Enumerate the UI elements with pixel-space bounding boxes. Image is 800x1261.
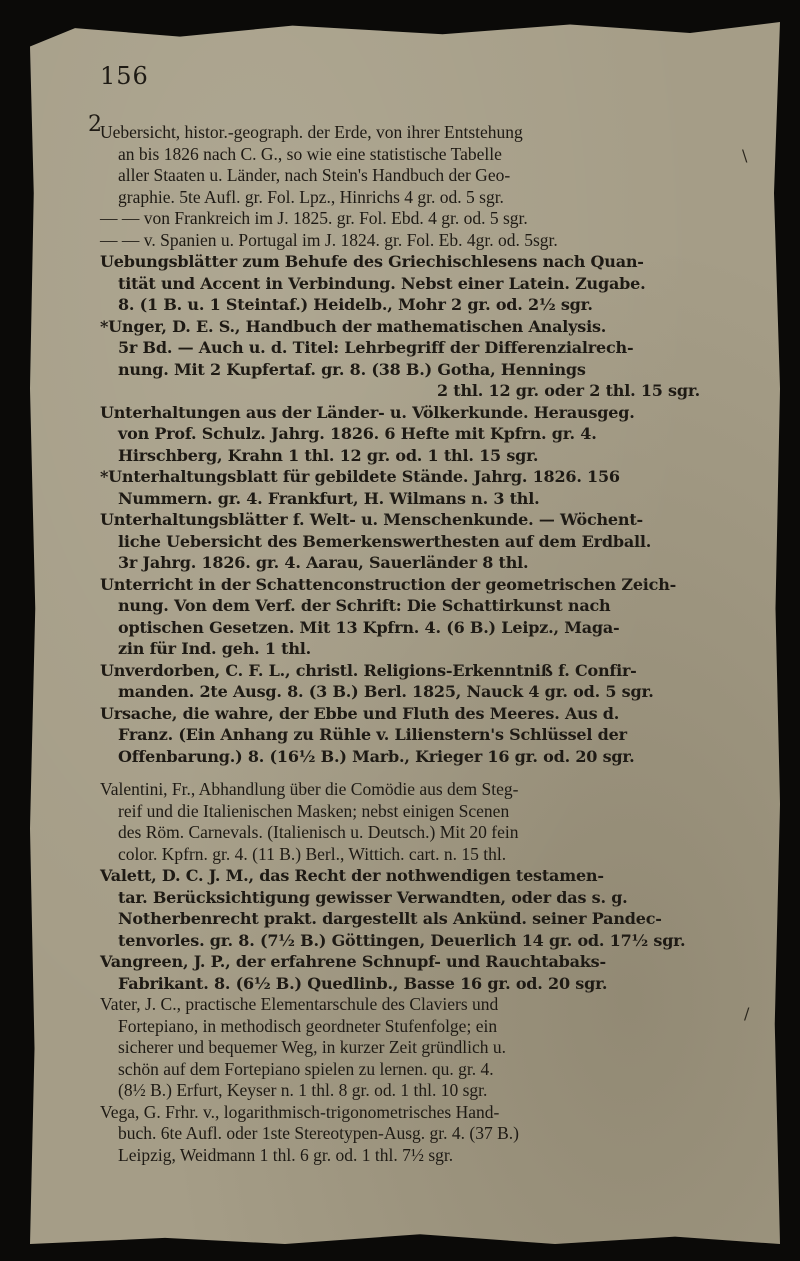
catalog-line: Notherbenrecht prakt. dargestellt als Ankünd. seiner Pandec- (118, 909, 662, 928)
page-number: 156 (100, 62, 149, 90)
catalog-line: Vater, J. C., practische Elementarschule des Claviers und (100, 994, 499, 1014)
catalog-line: Ursache, die wahre, der Ebbe und Fluth des Meeres. Aus d. (100, 703, 620, 723)
catalog-line: 2 thl. 12 gr. oder 2 thl. 15 sgr. (436, 381, 700, 400)
catalog-line: reif und die Italienischen Masken; nebst einigen Scenen (118, 800, 510, 821)
catalog-line: buch. 6te Aufl. oder 1ste Stereotypen-Ausg. gr. 4. (37 B.) (118, 1123, 519, 1143)
catalog-line: Hirschberg, Krahn 1 thl. 12 gr. od. 1 thl. 15 sgr. (118, 445, 539, 465)
catalog-line: optischen Gesetzen. Mit 13 Kpfrn. 4. (6 B.) Leipz., Maga- (118, 617, 620, 637)
catalog-line: Franz. (Ein Anhang zu Rühle v. Lilienstern's Schlüssel der (118, 725, 627, 744)
catalog-line: manden. 2te Ausg. 8. (3 B.) Berl. 1825, Nauck 4 gr. od. 5 sgr. (118, 682, 654, 701)
margin-pencil-mark: 2 (88, 112, 102, 137)
catalog-line: 3r Jahrg. 1826. gr. 4. Aarau, Sauerländer 8 thl. (118, 553, 529, 572)
catalog-line: Unterricht in der Schattenconstruction der geometrischen Zeich- (100, 574, 677, 594)
catalog-line: an bis 1826 nach C. G., so wie eine statistische Tabelle (118, 143, 502, 164)
catalog-line: 5r Bd. — Auch u. d. Titel: Lehrbegriff der Differenzialrech- (118, 338, 634, 357)
catalog-line: graphie. 5te Aufl. gr. Fol. Lpz., Hinrichs 4 gr. od. 5 sgr. (118, 186, 504, 207)
catalog-line: des Röm. Carnevals. (Italienisch u. Deutsch.) Mit 20 fein (118, 822, 519, 842)
catalog-line: 8. (1 B. u. 1 Steintaf.) Heidelb., Mohr 2 gr. od. 2½ sgr. (118, 295, 593, 314)
margin-tick-1: \ (742, 146, 748, 165)
catalog-line: Fabrikant. 8. (6½ B.) Quedlinb., Basse 16 gr. od. 20 sgr. (118, 973, 608, 993)
catalog-line: Uebungsblätter zum Behufe des Griechischlesens nach Quan- (100, 252, 644, 271)
catalog-line: tität und Accent in Verbindung. Nebst einer Latein. Zugabe. (118, 273, 646, 293)
catalog-line: Vega, G. Frhr. v., logarithmisch-trigonometrisches Hand- (100, 1101, 500, 1122)
catalog-line: *Unger, D. E. S., Handbuch der mathematischen Analysis. (100, 316, 607, 336)
catalog-line: nung. Von dem Verf. der Schrift: Die Schattirkunst nach (118, 596, 611, 615)
catalog-line: tar. Berücksichtigung gewisser Verwandten, oder das s. g. (118, 887, 628, 907)
catalog-line: color. Kpfrn. gr. 4. (11 B.) Berl., Wittich. cart. n. 15 thl. (118, 843, 507, 864)
catalog-line: Unterhaltungsblätter f. Welt- u. Menschenkunde. — Wöchent- (100, 510, 643, 529)
catalog-line: Valentini, Fr., Abhandlung über die Comödie aus dem Steg- (100, 779, 519, 799)
catalog-line: — — v. Spanien u. Portugal im J. 1824. gr. Fol. Eb. 4gr. od. 5sgr. (100, 229, 558, 250)
catalog-line: tenvorles. gr. 8. (7½ B.) Göttingen, Deuerlich 14 gr. od. 17½ sgr. (118, 930, 686, 950)
margin-tick-2: / (744, 1004, 750, 1023)
catalog-line: Leipzig, Weidmann 1 thl. 6 gr. od. 1 thl. 7½ sgr. (118, 1144, 454, 1165)
catalog-line: zin für Ind. geh. 1 thl. (118, 639, 312, 658)
catalog-line: Vangreen, J. P., der erfahrene Schnupf- und Rauchtabaks- (100, 952, 606, 971)
catalog-line: *Unterhaltungsblatt für gebildete Stände. Jahrg. 1826. 156 (100, 467, 620, 486)
catalog-line: (8½ B.) Erfurt, Keyser n. 1 thl. 8 gr. od. 1 thl. 10 sgr. (118, 1080, 488, 1100)
catalog-line: Unterhaltungen aus der Länder- u. Völkerkunde. Herausgeg. (100, 402, 635, 422)
catalog-line: Uebersicht, histor.-geograph. der Erde, von ihrer Entstehung (100, 122, 523, 142)
catalog-line: Unverdorben, C. F. L., christl. Religions-Erkenntniß f. Confir- (100, 660, 637, 680)
catalog-line: sicherer und bequemer Weg, in kurzer Zeit gründlich u. (118, 1037, 506, 1057)
catalog-line: Fortepiano, in methodisch geordneter Stufenfolge; ein (118, 1015, 498, 1036)
catalog-line: schön auf dem Fortepiano spielen zu lernen. qu. gr. 4. (118, 1058, 494, 1079)
catalog-line: Nummern. gr. 4. Frankfurt, H. Wilmans n. 3 thl. (118, 488, 540, 508)
catalog-line: von Prof. Schulz. Jahrg. 1826. 6 Hefte mit Kpfrn. gr. 4. (118, 424, 597, 443)
catalog-line: Valett, D. C. J. M., das Recht der nothwendigen testamen- (100, 866, 604, 885)
catalog-line: — — von Frankreich im J. 1825. gr. Fol. Ebd. 4 gr. od. 5 sgr. (100, 208, 528, 228)
catalog-line: aller Staaten u. Länder, nach Stein's Handbuch der Geo- (118, 165, 511, 185)
catalog-line: liche Uebersicht des Bemerkenswerthesten auf dem Erdball. (118, 531, 652, 551)
catalog-line: Offenbarung.) 8. (16½ B.) Marb., Krieger 16 gr. od. 20 sgr. (118, 746, 635, 766)
catalog-line: nung. Mit 2 Kupfertaf. gr. 8. (38 B.) Gotha, Hennings (118, 359, 586, 379)
